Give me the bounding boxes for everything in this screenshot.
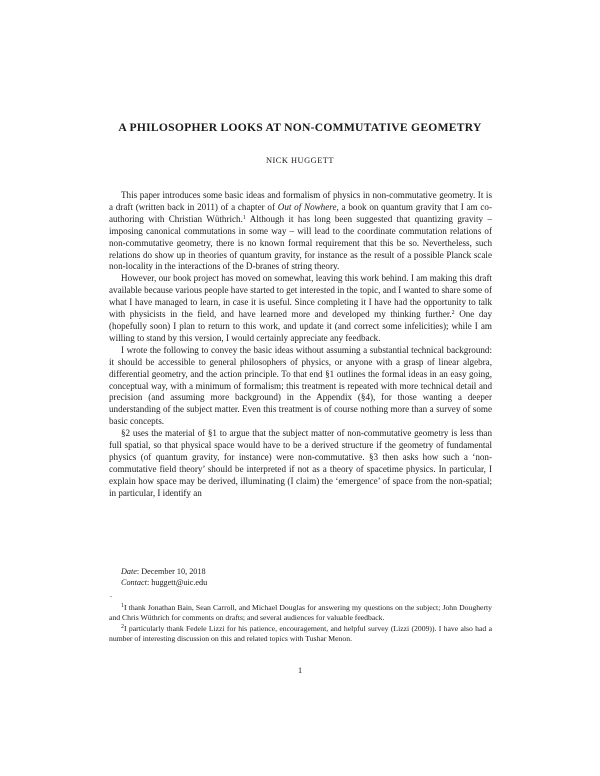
author-name: NICK HUGGETT [265,156,335,165]
footnote-1-text: I thank Jonathan Bain, Sean Carroll, and Michael Douglas for answering my questions on the subject; John Dougherty and Chris Wüthrich for comments on drafts; and several audiences for valuable feedback. [109,603,492,623]
paragraph-intro [109,190,492,273]
footnotes [109,603,492,644]
contact-line [109,577,492,588]
book-title: Out of Nowhere [277,201,337,212]
paragraph-intro-part-b: , a book on quantum gravity that I am co-authoring with Christian Wüthrich. [109,201,492,224]
footnote-2 [109,624,492,645]
footnote-marker-1: 1 [242,214,246,221]
contact-value: : huggett@uic.edu [146,578,208,588]
footnote-1-number: 1 [121,603,124,609]
date-value: : December 10, 2018 [136,567,206,576]
paragraph-background: I wrote the following to convey the basic ideas without assuming a substantial technical background: it should be accessible to general philosophers of physics, or anyone with a grasp of linear algebra, differential geometry, and the action principle. To that end §1 outlines the formal ideas in an easy going, conceptual way, with a minimum of formalism; this treatment is repeated with more technical detail and precision (and assuming more background) in the Appendix (§4), for those wanting a deeper understanding of the subject matter. Even this treatment is of course nothing more than a survey of some basic concepts. [109,344,492,427]
paragraph-intro-part-c: Although it has long been suggested that quantizing gravity – imposing canonical commutations in some way – will lead to the coordinate commutation relations of non-commutative geometry, there is no known formal requirement that this be so. Nevertheless, such relations do show up in theories of quantum gravity, for instance as the result of a possible Planck scale non-locality in the interactions of the D-branes of string theory. [109,213,492,272]
paragraph-project [109,273,492,344]
page-number: 1 [297,666,303,675]
paragraph-project-part-b: One day (hopefully soon) I plan to return to this work, and update it (and correct some infelicities); while I am willing to stand by this version, I would certainly appreciate any feedback. [109,309,493,343]
footnote-1 [109,603,492,624]
paragraph-outline: §2 uses the material of §1 to argue that the subject matter of non-commutative geometry is less than full spatial, so that physical space would have to be a derived structure if the geometry of fundamental physics (of quantum gravity, for instance) were non-commutative. §3 then asks how such a ‘non-commutative field theory’ should be interpreted if not as a theory of spacetime physics. In particular, I explain how space may be derived, illuminating (I claim) the ‘emergence’ of space from the non-spatial; in particular, I identify an [109,428,492,498]
date-label: Date [121,567,137,576]
footnote-2-number: 2 [121,623,124,630]
date-line [109,566,492,577]
footnote-marker-2: 2 [451,310,455,317]
stray-dot: . [110,590,112,599]
paragraph-project-part-a: However, our book project has moved on somewhat, leaving this work behind. I am making this draft available because various people have started to get interested in the topic, and I wanted to share some of what I have managed to learn, in case it is useful. Since completing it I have had the opportunity to talk with physicists in the field, and have learned more and developed my thinking further. [109,273,492,320]
body-text [109,190,492,500]
paper-title: A PHILOSOPHER LOOKS AT NON-COMMUTATIVE GEOMETRY [118,121,482,134]
contact-label: Contact [121,578,147,588]
paper-metadata [109,566,492,589]
paragraph-intro-part-a: This paper introduces some basic ideas and formalism of physics in non-commutative geometry. It is a draft (written back in 2011) of a chapter of [109,190,492,212]
footnote-2-text: I particularly thank Fedele Lizzi for his patience, encouragement, and helpful survey (Lizzi (2009)). I have also had a number of interesting discussion on this and related topics with Tushar Menon. [109,623,492,643]
